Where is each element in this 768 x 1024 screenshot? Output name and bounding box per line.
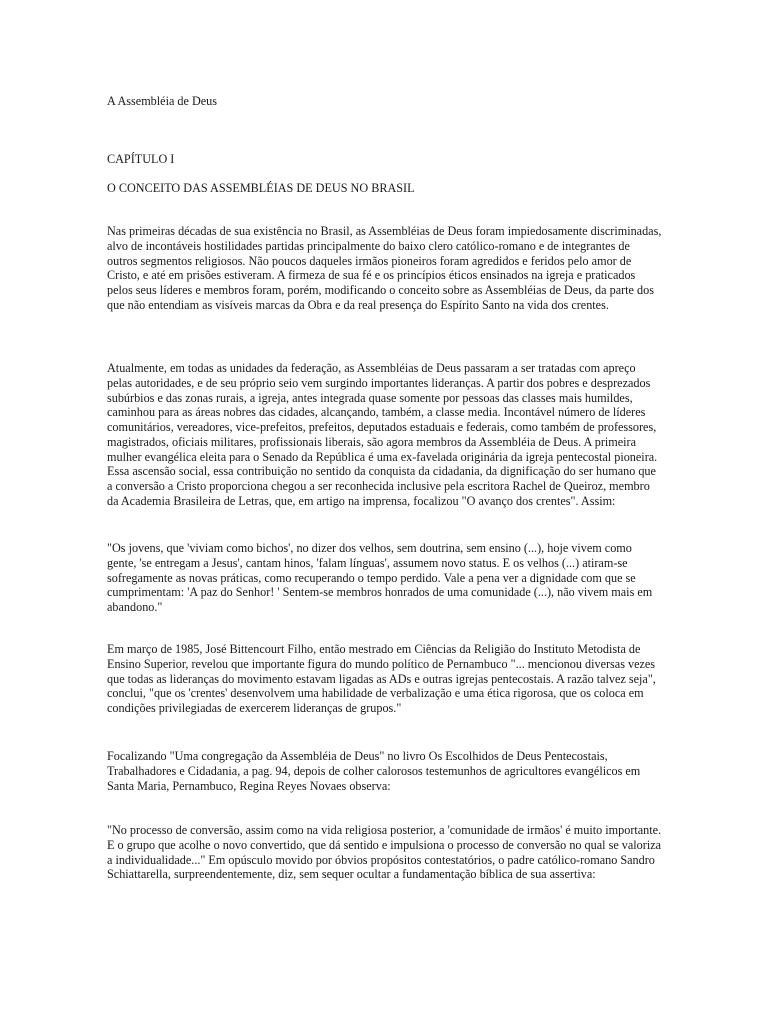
quote-paragraph: "No processo de conversão, assim como na vida religiosa posterior, a 'comunidade de irmãos' é muito importante. E o grupo que acolhe o novo convertido, que dá sentido e impulsiona o processo de conversão no qual se valoriza a individualidade..." Em opúsculo movido por óbvios propósitos contestatórios, o padre católico-romano Sandro Schiattarella, surpreendentemente, diz, sem sequer ocultar a fundamentação bíblica de sua assertiva:: [107, 823, 662, 882]
section-heading: O CONCEITO DAS ASSEMBLÉIAS DE DEUS NO BRASIL: [107, 181, 415, 195]
quote-paragraph: "Os jovens, que 'viviam como bichos', no dizer dos velhos, sem doutrina, sem ensino (...), hoje vivem como gente, 'se entregam a Jesus', cantam hinos, 'falam línguas', assumem novo status. E os velhos (...) atiram-se sofregamente as novas práticas, como recuperando o tempo perdido. Vale a pena ver a dignidade com que se cumprimentam: 'A paz do Senhor! ' Sentem-se membros honrados de uma comunidade (...), não vivem mais em abandono.": [107, 541, 653, 614]
paragraph: Focalizando "Uma congregação da Assembléia de Deus" no livro Os Escolhidos de Deus Pentecostais, Trabalhadores e Cidadania, a pag. 94, depois de colher calorosos testemunhos de agricultores evangélicos em Santa Maria, Pernambuco, Regina Reyes Novaes observa:: [107, 749, 641, 793]
paragraph: Em março de 1985, José Bittencourt Filho, então mestrado em Ciências da Religião do Instituto Metodista de Ensino Superior, revelou que importante figura do mundo político de Pernambuco "... mencionou diversas vezes que todas as lideranças do movimento estavam ligadas as ADs e outras igrejas pentecostais. A razão talvez seja", conclui, "que os 'crentes' desenvolvem uma habilidade de verbalização e uma ética rigorosa, que os coloca em condições privilegiadas de exercerem lideranças de grupos.": [107, 642, 656, 715]
chapter-heading: CAPÍTULO I: [107, 152, 175, 166]
document-title: A Assembléia de Deus: [107, 94, 218, 108]
paragraph: Nas primeiras décadas de sua existência no Brasil, as Assembléias de Deus foram impiedosamente discriminadas, alvo de incontáveis hostilidades partidas principalmente do baixo clero católico-romano e de integrantes de outros segmentos religiosos. Não poucos daqueles irmãos pioneiros foram agredidos e feridos pelo amor de Cristo, e até em prisões estiveram. A firmeza de sua fé e os princípios éticos ensinados na igreja e praticados pelos seus líderes e membros foram, porém, modificando o conceito sobre as Assembléias de Deus, da parte dos que não entendiam as visíveis marcas da Obra e da real presença do Espírito Santo na vida dos crentes.: [107, 224, 662, 312]
paragraph: Atualmente, em todas as unidades da federação, as Assembléias de Deus passaram a ser tratadas com apreço pelas autoridades, e de seu próprio seio vem surgindo importantes lideranças. A partir dos pobres e desprezados subúrbios e das zonas rurais, a igreja, antes integrada quase somente por pessoas das classes mais humildes, caminhou para as áreas nobres das cidades, alcançando, também, a classe media. Incontável número de líderes comunitários, vereadores, vice-prefeitos, prefeitos, deputados estaduais e federais, como também de professores, magistrados, oficiais militares, profissionais liberais, são agora membros da Assembléia de Deus. A primeira mulher evangélica eleita para o Senado da República é uma ex-favelada originária da igreja pentecostal pioneira. Essa ascensão social, essa contribuição no sentido da conquista da cidadania, da dignificação do ser humano que a conversão a Cristo proporciona chegou a ser reconhecida inclusive pela escritora Rachel de Queiroz, membro da Academia Brasileira de Letras, que, em artigo na imprensa, focalizou "O avanço dos crentes". Assim:: [107, 361, 658, 508]
